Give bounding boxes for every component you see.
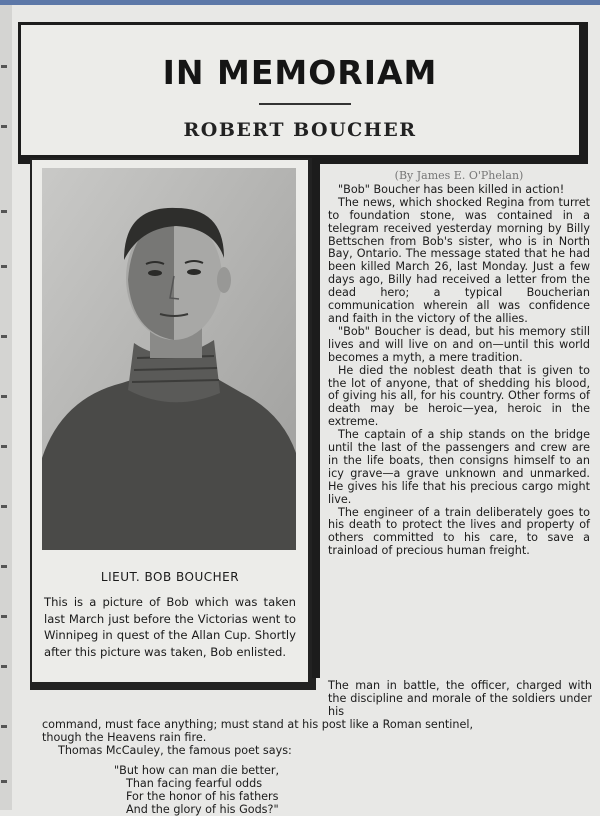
paragraph: "Bob" Boucher is dead, but his memory still lives and will live on and on—until this world becomes a myth, a mere tradition. <box>328 324 590 364</box>
poem-line: Than facing fearful odds <box>126 777 263 790</box>
top-border <box>0 0 600 5</box>
paragraph-line: command, must face anything; must stand at his post like a Roman sentinel, <box>42 718 474 731</box>
article-continuation <box>44 679 592 816</box>
subject-name: ROBERT BOUCHER <box>183 119 417 141</box>
poem-line: For the honor of his fathers <box>126 790 279 803</box>
title-divider <box>259 103 351 105</box>
paragraph: The captain of a ship stands on the bridge until the last of the passengers and crew are in the life boats, then consigns himself to an icy grave—a grave unknown and unmarked. He gives his life that his precious cargo might live. <box>328 428 590 506</box>
paragraph: The engineer of a train deliberately goes to his death to protect the lives and property of others committed to his care, to save a trainload of precious human freight. <box>328 505 590 558</box>
photo-caption: LIEUT. BOB BOUCHER <box>100 570 240 584</box>
article-body <box>328 170 590 558</box>
paragraph-line: though the Heavens rain fire. <box>42 731 207 744</box>
poem-line: "But how can man die better, <box>114 764 279 777</box>
column-rule <box>312 158 320 678</box>
poet-intro: Thomas McCauley, the famous poet says: <box>58 744 292 757</box>
paragraph: "Bob" Boucher has been killed in action! <box>338 182 565 196</box>
photo-description: This is a picture of Bob which was taken last March just before the Victorias went to Winnipeg in quest of the Allan Cup. Shortly after this picture was taken, Bob enlisted. <box>44 595 296 659</box>
adjacent-column-edge <box>0 5 12 810</box>
byline: (By James E. O'Phelan) <box>394 169 524 182</box>
photo-panel <box>30 158 316 690</box>
paragraph: He died the noblest death that is given to the lot of anyone, that of shedding his blood, of giving his all, for his country. Other forms of death may be heroic—yea, heroic in the extreme. <box>328 363 590 429</box>
paragraph: The man in battle, the officer, charged with the discipline and morale of the soldiers under his <box>328 679 592 718</box>
portrait-photo <box>42 168 296 550</box>
paragraph: The news, which shocked Regina from turret to foundation stone, was contained in a telegram received yesterday morning by Billy Bettschen from Bob's sister, who is in North Bay, Ontario. The message stated that he had been killed March 26, last Monday. Just a few days ago, Billy had received a letter from the dead hero; a typical Boucherian communication wherein all was confidence and faith in the victory of the allies. <box>328 195 590 325</box>
page-title: IN MEMORIAM <box>162 53 438 92</box>
poem-line: And the glory of his Gods?" <box>126 803 279 816</box>
memoriam-header <box>18 22 588 164</box>
poem <box>44 764 592 816</box>
